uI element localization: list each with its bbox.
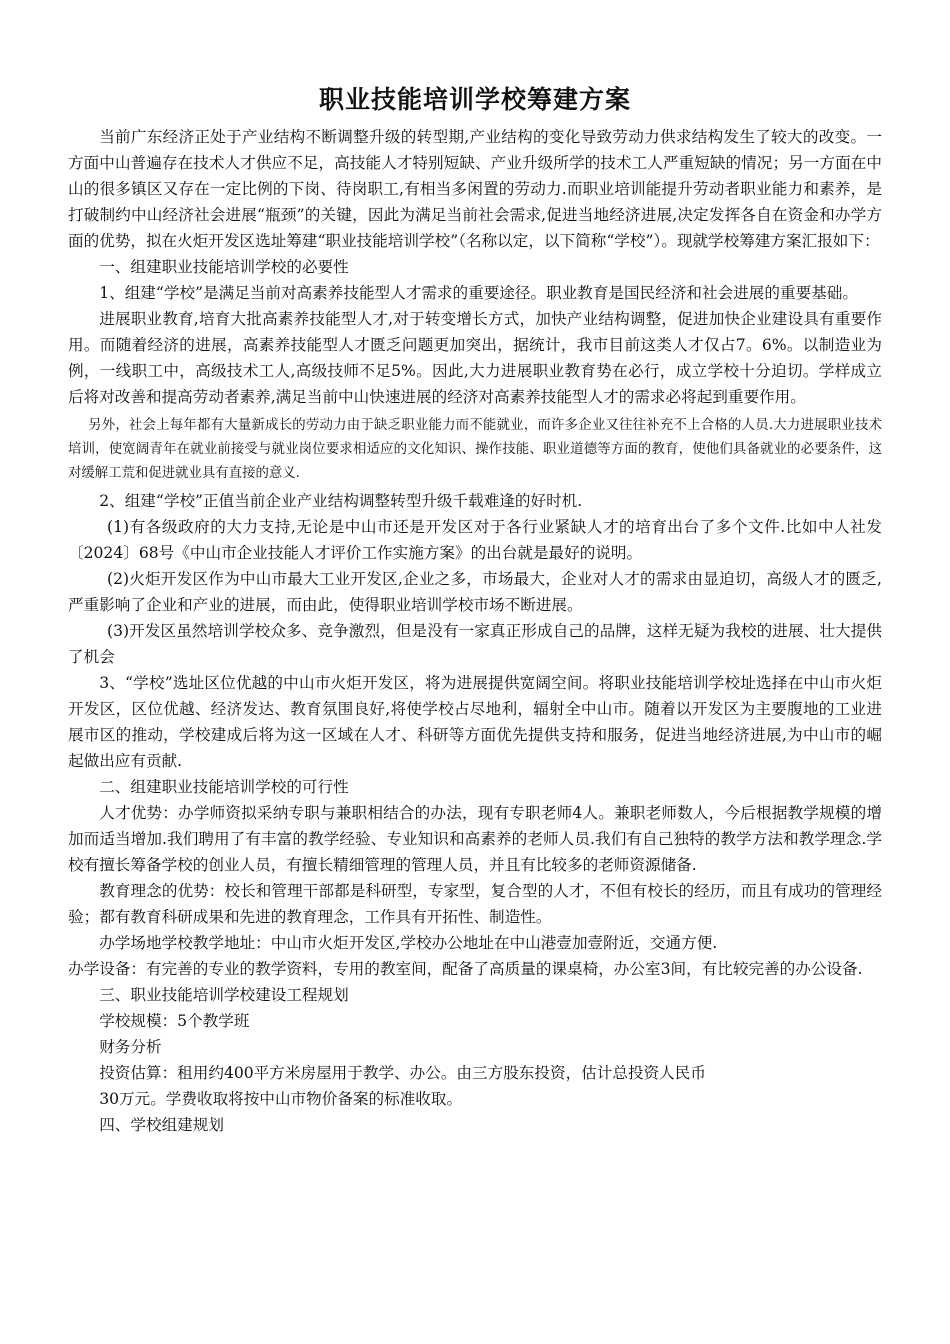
paragraph-additionally: 另外，社会上每年都有大量新成长的劳动力由于缺乏职业能力而不能就业，而许多企业又往往补充不上合格的人员.大力进展职业技术培训，使宽阔青年在就业前接受与就业岗位要求相适应的文化知识、操作技能、职业道德等方面的教育，使他们具备就业的必要条件，这对缓解工荒和促进就业具有直接的意义. [68, 418, 882, 481]
document-body [68, 124, 882, 1138]
paragraph-venue: 办学场地学校教学地址：中山市火炬开发区,学校办公地址在中山港壹加壹附近，交通方便. [99, 934, 718, 952]
paragraph-school-scale: 学校规模：5个教学班 [99, 1012, 250, 1030]
paragraph-financial-analysis: 财务分析 [99, 1038, 162, 1056]
section-heading-1: 一、组建职业技能培训学校的必要性 [99, 258, 349, 276]
paragraph-item-1: (1)有各级政府的大力支持,无论是中山市还是开发区对于各行业紧缺人才的培育出台了多个文件.比如中人社发〔2024〕68号《中山市企业技能人才评价工作实施方案》的出台就是最好的说明。 [68, 518, 882, 562]
paragraph-necessity-1: 1、组建“学校”是满足当前对高素养技能型人才需求的重要途径。职业教育是国民经济和社会进展的重要基础。 [99, 284, 858, 302]
paragraph-investment-estimate: 投资估算：租用约400平方米房屋用于教学、办公。由三方股东投资，估计总投资人民币 [99, 1064, 706, 1082]
section-heading-4: 四、学校组建规划 [99, 1116, 224, 1134]
paragraph-equipment: 办学设备：有完善的专业的教学资料，专用的教室间，配备了高质量的课桌椅，办公室3间，有比较完善的办公设备. [68, 960, 863, 978]
paragraph-necessity-3: 3、“学校”选址区位优越的中山市火炬开发区，将为进展提供宽阔空间。将职业技能培训学校址选择在中山市火炬开发区，区位优越、经济发达、教育氛围良好,将使学校占尽地利，辐射全中山市。随着以开发区为主要腹地的工业进展市区的推动，学校建成后将为这一区域在人才、科研等方面优先提供支持和服务，促进当地经济进展,为中山市的崛起做出应有贡献. [68, 674, 882, 770]
paragraph-vocational-education: 进展职业教育,培育大批高素养技能型人才,对于转变增长方式，加快产业结构调整，促进加快企业建设具有重要作用。而随着经济的进展，高素养技能型人才匮乏问题更加突出，据统计，我市目前这类人才仅占7。6%。以制造业为例，一线职工中，高级技术工人,高级技师不足5%。因此,大力进展职业教育势在必行，成立学校十分迫切。学样成立后将对改善和提高劳动者素养,满足当前中山快速进展的经济对高素养技能型人才的需求必将起到重要作用。 [68, 310, 882, 406]
paragraph-talent-advantage: 人才优势：办学师资拟采纳专职与兼职相结合的办法，现有专职老师4人。兼职老师数人，今后根据教学规模的增加而适当增加.我们聘用了有丰富的教学经验、专业知识和高素养的老师人员.我们有自己独特的教学方法和教学理念.学校有擅长筹备学校的创业人员，有擅长精细管理的管理人员，并且有比较多的老师资源储备. [68, 804, 882, 874]
paragraph-item-2: (2)火炬开发区作为中山市最大工业开发区,企业之多，市场最大，企业对人才的需求由显迫切，高级人才的匮乏,严重影响了企业和产业的进展，而由此，使得职业培训学校市场不断进展。 [68, 570, 882, 614]
document-title: 职业技能培训学校筹建方案 [318, 85, 631, 114]
paragraph-education-philosophy: 教育理念的优势：校长和管理干部都是科研型，专家型，复合型的人才，不但有校长的经历，而且有成功的管理经验；都有教育科研成果和先进的教育理念，工作具有开拓性、制造性。 [68, 882, 882, 926]
paragraph-item-3: (3)开发区虽然培训学校众多、竞争激烈，但是没有一家真正形成自己的品牌，这样无疑为我校的进展、壮大提供了机会 [68, 622, 882, 666]
paragraph-necessity-2: 2、组建“学校”正值当前企业产业结构调整转型升级千载难逢的好时机. [99, 492, 583, 510]
section-heading-2: 二、组建职业技能培训学校的可行性 [99, 778, 349, 796]
intro-paragraph: 当前广东经济正处于产业结构不断调整升级的转型期,产业结构的变化导致劳动力供求结构发生了较大的改变。一方面中山普遍存在技术人才供应不足，高技能人才特别短缺、产业升级所学的技术工人严重短缺的情况；另一方面在中山的很多镇区又存在一定比例的下岗、待岗职工,有相当多闲置的劳动力.而职业培训能提升劳动者职业能力和素养，是打破制约中山经济社会进展“瓶颈”的关键，因此为满足当前社会需求,促进当地经济进展,决定发挥各自在资金和办学方面的优势，拟在火炬开发区选址筹建“职业技能培训学校”（名称以定，以下简称“学校”）。现就学校筹建方案汇报如下： [68, 128, 882, 250]
section-heading-3: 三、职业技能培训学校建设工程规划 [99, 986, 349, 1004]
paragraph-tuition: 30万元。学费收取将按中山市物价备案的标准收取。 [99, 1090, 463, 1108]
